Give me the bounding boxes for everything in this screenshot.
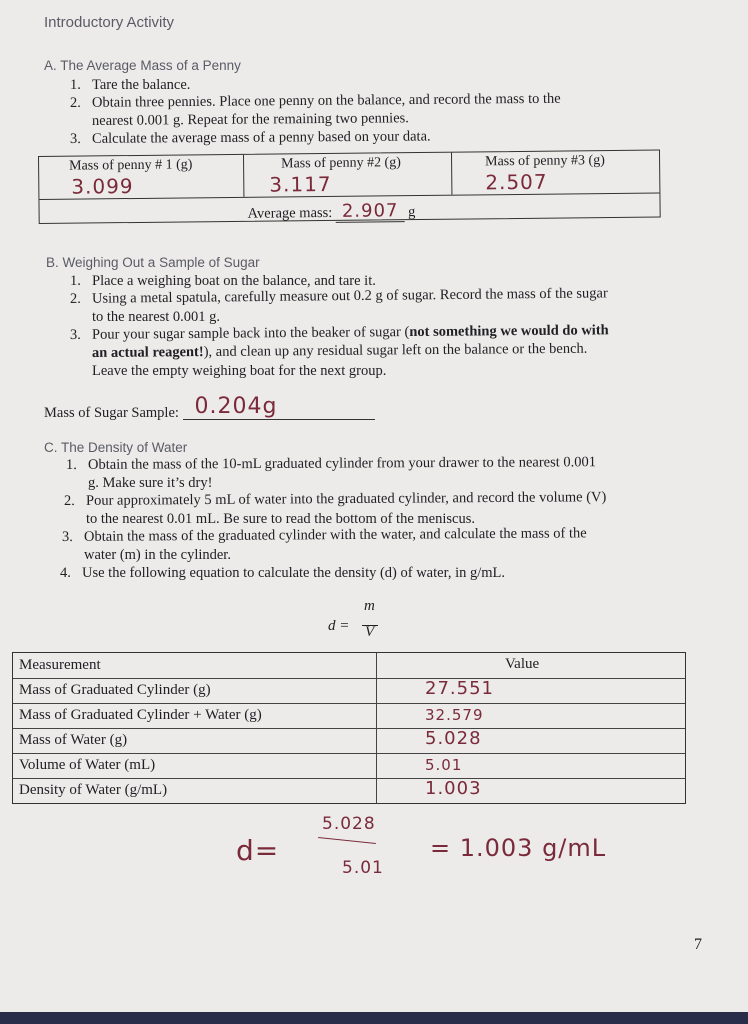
section-b-step-3-cont2: Leave the empty weighing boat for the next group.: [92, 363, 387, 379]
row-value: 5.028: [425, 728, 482, 749]
section-b-step-2-cont: to the nearest 0.001 g.: [92, 309, 221, 325]
table-row: [13, 703, 685, 729]
penny-2-cell: [243, 153, 452, 197]
penny-1-header: Mass of penny # 1 (g): [69, 157, 193, 174]
page-title: Introductory Activity: [44, 14, 175, 31]
average-mass-value: 2.907: [336, 200, 405, 223]
section-a-step-1: 1. Tare the balance.: [70, 77, 191, 93]
penny-1-cell: [39, 155, 244, 199]
section-c-heading: C. The Density of Water: [44, 440, 188, 455]
table-row: [13, 778, 685, 803]
work-denominator: 5.01: [342, 858, 384, 878]
section-c-step-2-cont: to the nearest 0.01 mL. Be sure to read the bottom of the meniscus.: [86, 511, 475, 527]
section-b-step-1: 1. Place a weighing boat on the balance, and tare it.: [70, 273, 376, 289]
section-a-heading: A. The Average Mass of a Penny: [44, 58, 241, 73]
sugar-sample-value: 0.204g: [183, 394, 375, 420]
section-c-step-4: 4. Use the following equation to calculate the density (d) of water, in g/mL.: [60, 565, 506, 581]
row-value: 27.551: [425, 678, 494, 699]
table-row: [13, 753, 685, 779]
section-c-step-1: 1. Obtain the mass of the 10-mL graduated cylinder from your drawer to the nearest 0.001: [65, 454, 597, 473]
density-table: [12, 652, 686, 804]
equation-denominator: V: [365, 624, 375, 640]
section-c-step-3-cont: water (m) in the cylinder.: [84, 547, 231, 563]
work-numerator: 5.028: [322, 814, 376, 834]
table-row: [13, 728, 685, 754]
row-label: Mass of Water (g): [19, 732, 128, 748]
sugar-sample-label: Mass of Sugar Sample:: [44, 405, 179, 421]
work-result: = 1.003 g/mL: [430, 834, 607, 862]
work-fraction-bar: [318, 837, 376, 844]
row-label: Volume of Water (mL): [19, 757, 156, 773]
row-value: 5.01: [425, 756, 463, 774]
penny-table-row: [39, 150, 659, 199]
page-number: 7: [694, 936, 702, 953]
row-value: 32.579: [425, 706, 484, 724]
sugar-sample-line: [44, 394, 375, 424]
penny-3-header: Mass of penny #3 (g): [485, 153, 605, 170]
section-c-step-1-cont: g. Make sure it’s dry!: [88, 475, 213, 491]
row-value: 1.003: [425, 778, 482, 799]
table-header-row: [13, 653, 685, 679]
work-d-equals: d=: [236, 834, 280, 867]
penny-3-cell: [451, 150, 659, 194]
average-mass-line: [247, 200, 415, 223]
section-a-step-2: 2. Obtain three pennies. Place one penny on the balance, and record the mass to the: [69, 90, 561, 111]
equation-numerator: m: [364, 598, 375, 614]
equation-lhs: d =: [328, 618, 350, 634]
penny-2-header: Mass of penny #2 (g): [281, 155, 401, 172]
row-label: Density of Water (g/mL): [19, 782, 168, 798]
row-label: Mass of Graduated Cylinder (g): [19, 682, 211, 698]
section-b-heading: B. Weighing Out a Sample of Sugar: [46, 255, 260, 270]
section-c-step-2: 2. Pour approximately 5 mL of water into the graduated cylinder, and record the volume (V): [63, 489, 607, 509]
section-a-step-3: 3. Calculate the average mass of a penny based on your data.: [69, 128, 431, 147]
table-row: [13, 678, 685, 704]
section-c-step-3: 3. Obtain the mass of the graduated cylinder with the water, and calculate the mass of the: [61, 525, 587, 545]
penny-1-value: 3.099: [71, 174, 134, 199]
average-mass-unit: g: [407, 204, 416, 221]
section-b-step-3-cont: an actual reagent!), and clean up any residual sugar left on the balance or the bench.: [91, 340, 588, 361]
header-value: Value: [505, 656, 540, 672]
penny-2-value: 3.117: [269, 171, 332, 197]
section-a-step-2-cont: nearest 0.001 g. Repeat for the remaining two pennies.: [91, 110, 409, 129]
section-b-step-3: 3. Pour your sugar sample back into the beaker of sugar (not something we would do with: [69, 322, 609, 343]
section-b-step-2: 2. Using a metal spatula, carefully measure out 0.2 g of sugar. Record the mass of the sugar: [69, 285, 608, 307]
row-label: Mass of Graduated Cylinder + Water (g): [19, 707, 262, 723]
average-mass-label: Average mass:: [247, 204, 333, 222]
header-measurement: Measurement: [19, 657, 101, 673]
penny-mass-table: [38, 149, 661, 224]
penny-3-value: 2.507: [485, 169, 548, 195]
